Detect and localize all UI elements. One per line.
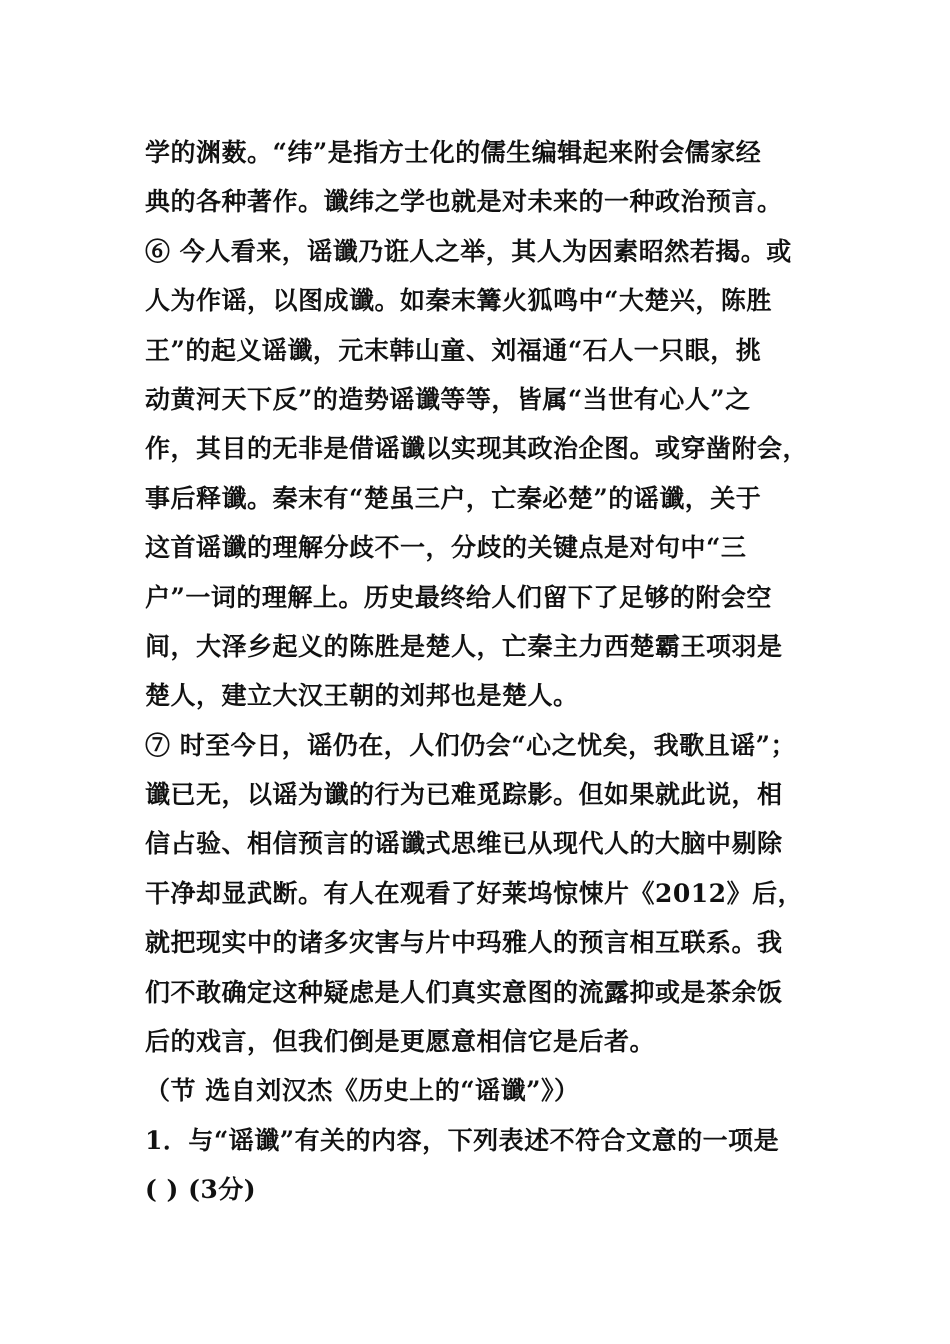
- text-line-1: 学的渊薮。“纬”是指方士化的儒生编辑起来附会儒家经: [145, 138, 762, 167]
- source-citation: （节 选自刘汉杰《历史上的“谣谶”》）: [145, 1076, 580, 1106]
- article-text: [145, 128, 809, 1215]
- text-line-9: 这首谣谶的理解分歧不一，分歧的关键点是对句中“三: [145, 533, 747, 563]
- text-line-18: 们不敢确定这种疑虑是人们真实意图的流露抑或是茶余饭: [145, 977, 783, 1007]
- text-line-15: 信占验、相信预言的谣谶式思维已从现代人的大脑中剔除: [145, 829, 783, 859]
- text-line-14: 谶已无，以谣为谶的行为已难觅踪影。但如果就此说，相: [145, 780, 783, 810]
- paragraph-7-start: ⑦ 时至今日，谣仍在，人们仍会“心之忧矣，我歌且谣”；: [145, 730, 796, 760]
- text-line-2: 典的各种著作。谶纬之学也就是对未来的一种政治预言。: [145, 187, 783, 217]
- text-line-4: 人为作谣，以图成谶。如秦末篝火狐鸣中“大楚兴，陈胜: [145, 286, 772, 316]
- text-line-12: 楚人，建立大汉王朝的刘邦也是楚人。: [145, 681, 579, 711]
- text-line-6: 动黄河天下反”的造势谣谶等等，皆属“当世有心人”之: [145, 384, 751, 414]
- question-1: 1．与“谣谶”有关的内容，下列表述不符合文意的一项是: [145, 1125, 780, 1155]
- text-line-17: 就把现实中的诸多灾害与片中玛雅人的预言相互联系。我: [145, 928, 783, 958]
- text-line-10: 户”一词的理解上。历史最终给人们留下了足够的附会空: [145, 582, 772, 612]
- text-line-7: 作，其目的无非是借谣谶以实现其政治企图。或穿凿附会，: [145, 434, 809, 464]
- text-line-19: 后的戏言，但我们倒是更愿意相信它是后者。: [145, 1027, 656, 1057]
- text-line-8: 事后释谶。秦末有“楚虽三户，亡秦必楚”的谣谶，关于: [145, 483, 762, 513]
- question-1-answer-blank: ( ) (3分): [145, 1175, 257, 1205]
- text-line-5: 王”的起义谣谶，元末韩山童、刘福通“石人一只眼，挑: [145, 335, 762, 365]
- text-line-11: 间，大泽乡起义的陈胜是楚人，亡秦主力西楚霸王项羽是: [145, 631, 783, 661]
- paragraph-6-start: ⑥ 今人看来，谣谶乃诳人之举，其人为因素昭然若揭。或: [145, 236, 792, 266]
- text-line-16: 干净却显武断。有人在观看了好莱坞惊悚片《2012》后，: [145, 878, 804, 908]
